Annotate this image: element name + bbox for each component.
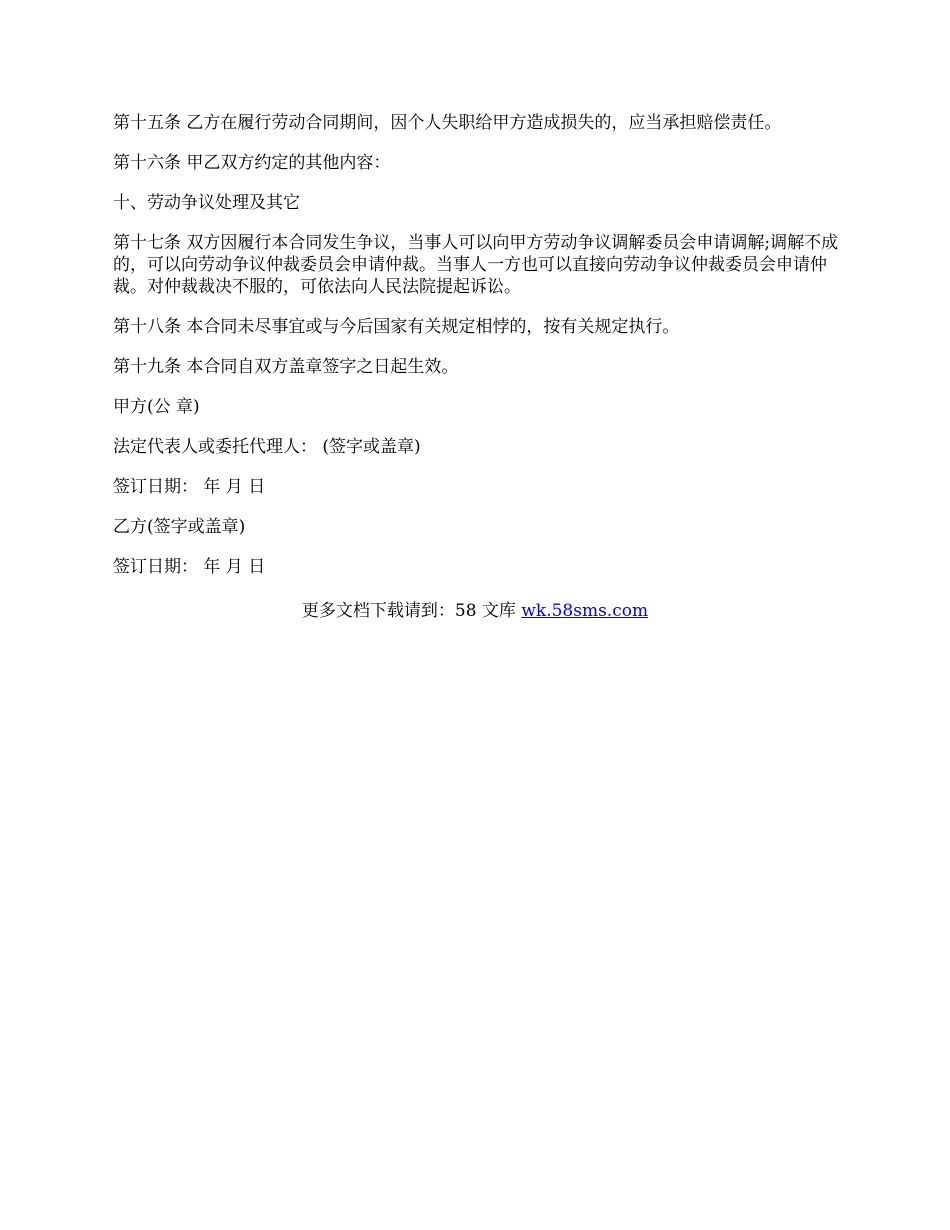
clause-18: 第十八条 本合同未尽事宜或与今后国家有关规定相悖的，按有关规定执行。 — [113, 317, 680, 337]
clause-15: 第十五条 乙方在履行劳动合同期间，因个人失职给甲方造成损失的，应当承担赔偿责任。 — [113, 113, 782, 133]
section-heading-dispute: 十、劳动争议处理及其它 — [113, 193, 300, 213]
party-b-sign-date: 签订日期： 年 月 日 — [113, 557, 266, 577]
party-a-sign-date: 签订日期： 年 月 日 — [113, 477, 266, 497]
clause-16: 第十六条 甲乙双方约定的其他内容： — [113, 153, 391, 173]
document-body — [113, 112, 840, 596]
footer-prefix-text: 更多文档下载请到：58 文库 — [301, 601, 522, 621]
legal-representative-line: 法定代表人或委托代理人： (签字或盖章) — [113, 437, 421, 457]
party-a-seal: 甲方(公 章) — [113, 397, 200, 417]
footer-link[interactable]: wk.58sms.com — [521, 601, 649, 621]
clause-19: 第十九条 本合同自双方盖章签字之日起生效。 — [113, 357, 459, 377]
party-b-signature: 乙方(签字或盖章) — [113, 517, 246, 537]
clause-17: 第十七条 双方因履行本合同发生争议，当事人可以向甲方劳动争议调解委员会申请调解;调解不成的，可以向劳动争议仲裁委员会申请仲裁。当事人一方也可以直接向劳动争议仲裁委员会申请仲裁。对仲裁裁决不服的，可依法向人民法院提起诉讼。 — [113, 233, 839, 297]
download-footer — [0, 600, 950, 622]
